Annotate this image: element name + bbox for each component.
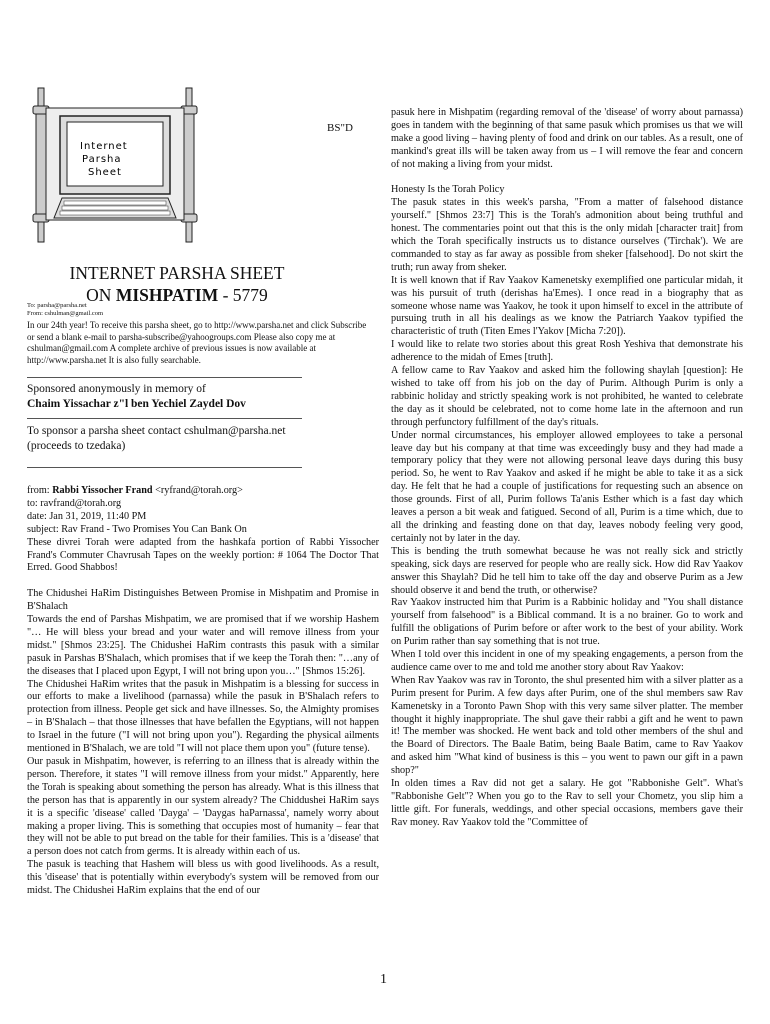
title-parsha: MISHPATIM (115, 285, 219, 305)
paragraph: In olden times a Rav did not get a salary. He got "Rabbonishe Gelt". What's "Rabbonishe Gelt"? When you go to the Rav to sell your Chometz, you slip him a little gift. For funerals, weddings, and other special occasions, members gave their Rav money. Rav Yaakov told the "Committee of (391, 778, 743, 828)
paragraph: A fellow came to Rav Yaakov and asked him the following shaylah [question]: He wished to take off from his job on the day of Purim. Although Purim is only a rabbinic holiday and strictly speaking work is not prohibited, he wanted to celebrate the day as it should be celebrated, not to come home late in the afternoon and run through perfunctory fulfillment of the day's rituals. (391, 365, 743, 428)
email-from: from: Rabbi Yissocher Frand <ryfrand@torah.org> (27, 485, 243, 496)
section-heading: The Chidushei HaRim Distinguishes Between Promise in Mishpatim and Promise in B'Shalach (27, 588, 379, 613)
paragraph: When I told over this incident in one of my speaking engagements, a person from the audience came over to me and told me another story about Rav Yaakov: (391, 649, 743, 673)
email-subject: subject: Rav Frand - Two Promises You Can Bank On (27, 523, 247, 535)
address-meta (27, 302, 103, 318)
title-year: - 5779 (222, 285, 268, 305)
paragraph: Rav Yaakov instructed him that Purim is a Rabbinic holiday and "You shall distance yourself from falsehood" is a Biblical command. It is a no brainer. Go to work and fulfill the obligations of Purim before or after work to the best of your ability. Work on Purim rather than say something that is not true. (391, 597, 743, 648)
sponsor-line-1: Sponsored anonymously in memory of (27, 383, 206, 395)
logo-text-1: Internet (80, 141, 128, 152)
paragraph: Towards the end of Parshas Mishpatim, we are promised that if we worship Hashem "… He will bless your bread and your water and will remove illness from your midst." [Shmos 23:25]. The Chidushei HaRim contrasts this pasuk with a similar pasuk in Parshas B'Shalach, which promises that if we keep the Torah then: "…any of the diseases that I placed upon Egypt, I will not bring upon you…" [Shmos 15:26]. (27, 614, 379, 677)
page-title (27, 262, 327, 306)
email-date: date: Jan 31, 2019, 11:40 PM (27, 510, 147, 522)
divider (27, 377, 302, 378)
email-to: to: ravfrand@torah.org (27, 497, 122, 509)
paragraph: When Rav Yaakov was rav in Toronto, the shul presented him with a silver platter as a Purim present for Purim. A few days after Purim, one of the shul members saw Rav Kamenetsky in a Toronto Pawn Shop with this very same silver platter. The member thought it highly inappropriate. The shul gave their rabbi a gift and he went to pawn it! The member was shocked. He went back and told other members of the shul and the Board of Directors. The Baale Batim, being Baale Batim, came to Rav Yaakov and asked him "What kind of business is this – you went to pawn our gift in a pawn shop?" (391, 674, 743, 777)
sponsor-line-3: To sponsor a parsha sheet contact cshulman@parsha.net (27, 425, 286, 437)
paragraph: Our pasuk in Mishpatim, however, is referring to an illness that is already within the person. Therefore, it states "I will remove illness from your midst." Apparently, here the Torah is speaking about something the person has already. What is this illness that the person has that is apparently in our system already? The Chiddushei HaRim says it is a specific 'disease' called 'Dayga' – 'Daygas haParnassa', namely worry about making a proper living. This is something that occupies most of humanity – fear that they will not be able to put bread on the table for their families. This is a 'disease' that a person does not catch from germs. It is already within each of us. (27, 756, 379, 858)
paragraph: This is bending the truth somewhat because he was not really sick and strictly speaking, sick days are reserved for people who are really sick. How did Rav Yaakov answer this Shaylah? Did he tell him to take off the day and observe Purim as a Jew should observe it and bend the truth, or otherwise? (391, 545, 743, 596)
paragraph: The pasuk is teaching that Hashem will bless us with good livelihoods. As a result, this 'disease' that is potentially within everybody's system will be removed from our midst. The Chidushei HaRim explains that the end of our (27, 859, 379, 897)
email-note: These divrei Torah were adapted from the hashkafa portion of Rabbi Yissocher Frand's Commuter Chavrusah Tapes on the weekly portion: # 1064 The Doctor That Erred. Good Shabbos! (27, 536, 379, 574)
logo-text-2: Parsha (82, 154, 122, 165)
meta-from: From: cshulman@gmail.com (27, 310, 104, 317)
title-on: ON (86, 285, 112, 305)
page-number: 1 (380, 972, 387, 987)
paragraph: The Chidushei HaRim writes that the pasuk in Mishpatim is a blessing for success in our efforts to make a livelihood (parnassa) while the pasuk in B'Shalach refers to protection from illness. People get sick and have illnesses. So, the Almighty promises – in B'Shalach – that those illnesses that have befallen the Egyptians, will not happen to Israel in the future ("I will not bring upon you"). Regarding the physical ailments mentioned in B'Shalach, we are told "I will not place them upon you" (future tense). (27, 678, 379, 755)
divider (27, 418, 302, 419)
title-line-1: INTERNET PARSHA SHEET (69, 263, 285, 283)
section-heading: Honesty Is the Torah Policy (391, 184, 505, 196)
paragraph: I would like to relate two stories about this great Rosh Yeshiva that demonstrate his adherence to the midah of Emes [truth]. (391, 339, 743, 364)
sponsor-contact (27, 424, 286, 454)
paragraph: pasuk here in Mishpatim (regarding removal of the 'disease' of worry about parnassa) goes in tandem with the beginning of that same pasuk which promises us that we will make a good living – having plenty of food and drink on our tables. As a result, one of mankind's great ills will be taken away from us – I will remove the fear and concern of not making a living from your midst. (391, 107, 743, 170)
divider (27, 467, 302, 468)
paragraph: Under normal circumstances, his employer allowed employees to take a personal leave day but his company at that time was exceedingly busy and they had made a temporary policy that they were not allowing personal leave days during this busy period. So, he went to Rav Yaakov and asked if he might be able to take it as a sick day. He felt that he had a couple of justifications for requesting such an absence on those grounds. First of all, Purim follows Ta'anis Esther which is a fast day which leaves a person a bit weak and fatigued. Second of all, Purim is a time which, due to all the drinking and feasting done on that day, leaves nobody feeling very good, certainly not by later in the day. (391, 429, 743, 544)
email-header (27, 485, 379, 898)
sponsor-block (27, 382, 246, 412)
logo-text-3: Sheet (88, 167, 122, 178)
bsd-mark: BS"D (327, 122, 353, 134)
right-column (391, 107, 743, 830)
sponsor-line-4: (proceeds to tzedaka) (27, 440, 126, 452)
paragraph: It is well known that if Rav Yaakov Kamenetsky exemplified one particular midah, it was his pursuit of truth (derishas ha'Emes). I once read in a biography that as someone whose name was Yaakov, he took it upon himself to excel in the attribute of pursuing truth in all his dealings as we know the Patriarch Yaakov typified the characteristic of truth (Titen Emes l'Yakov [Micha 7:20]). (391, 274, 743, 338)
meta-to: To: parsha@parsha.net (27, 302, 87, 309)
intro-text: In our 24th year! To receive this parsha sheet, go to http://www.parsha.net and click Subscribe or send a blank e-mail to parsha-subscribe@yahoogroups.com Please also copy me at cshulman@gmail.com A complete archive of previous issues is now available at http://www.parsha.net It is also fully searchable. (27, 320, 367, 365)
parsha-sheet-logo (30, 86, 200, 246)
paragraph: The pasuk states in this week's parsha, "From a matter of falsehood distance yourself." [Shmos 23:7] This is the Torah's admonition about being truthful and honest. The commentaries point out that this is the only midah [character trait] from which the Torah specifically instructs us to distance ourselves ('Tirchak'). We are commanded to stay as far away as possible from sheker [falsehood]. Do not skirt the truth; run away from sheker. (391, 197, 743, 273)
sponsor-line-2: Chaim Yissachar z"l ben Yechiel Zaydel Dov (27, 398, 246, 410)
